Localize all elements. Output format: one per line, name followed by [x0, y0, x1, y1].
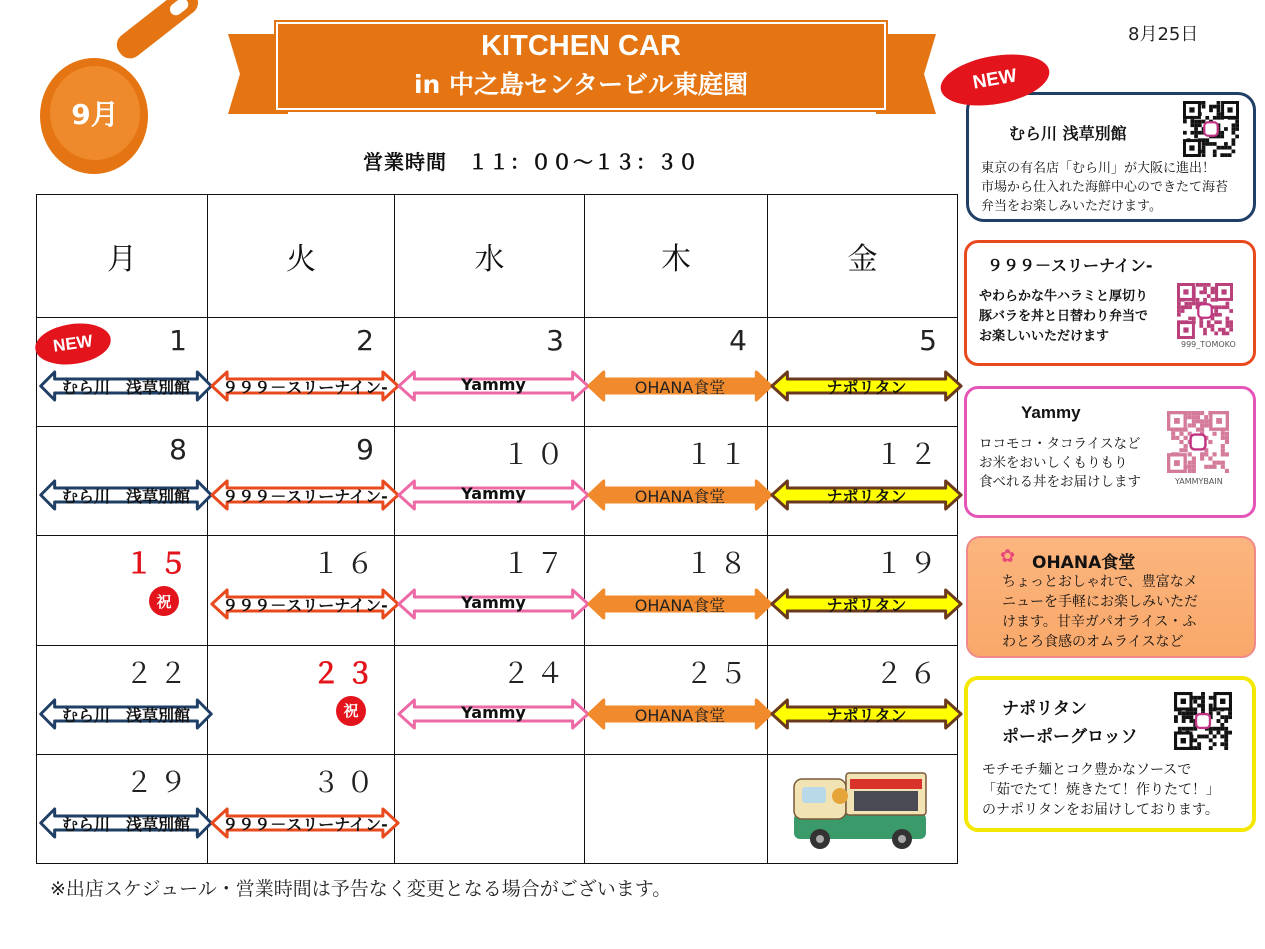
title-banner [276, 22, 886, 110]
vendor-card-yammy [964, 386, 1256, 518]
day-number: １５ [124, 547, 193, 581]
day-cell [395, 318, 585, 427]
card-title: むら川 浅草別館 [1009, 124, 1127, 143]
new-badge: NEW [937, 47, 1054, 113]
vendor-name: むら川 浅草別館 [61, 487, 190, 507]
flower-icon: ✿ [1000, 546, 1016, 567]
card-description: モチモチ麺とコク豊かなソースで 「茹でたて！焼きたて！作りたて！」 のナポリタンをお届けしております。 [982, 762, 1220, 818]
card-title: Yammy [1021, 403, 1081, 422]
vendor-arrow-murakawa [39, 698, 213, 730]
vendor-arrow-999 [210, 370, 400, 402]
day-number: 8 [169, 433, 193, 467]
day-number: ３０ [311, 765, 380, 799]
vendor-name: ナポリタン [826, 705, 907, 725]
week-row [37, 536, 958, 645]
title-line-2: in 中之島センタービル東庭園 [413, 70, 749, 99]
day-number: 1 [169, 324, 193, 357]
vendor-arrow-999 [210, 479, 400, 511]
vendor-arrow-murakawa [39, 479, 213, 511]
card-title: ９９９－スリーナイン- [987, 256, 1153, 275]
card-description: 東京の有名店「むら川」が大阪に進出！ 市場から仕入れた海鮮中心のできたて海苔 弁当をお楽しみいただけます。 [981, 161, 1229, 214]
vendor-arrow-999 [210, 588, 400, 620]
day-cell [37, 645, 208, 754]
month-label: 9月 [50, 66, 140, 160]
vendor-arrow-ohana [587, 698, 773, 730]
vendor-arrow-murakawa [39, 370, 213, 402]
day-cell [37, 754, 208, 863]
day-number: ２９ [124, 765, 193, 799]
vendor-card-napoli [964, 676, 1256, 832]
instagram-qr-icon [1183, 101, 1239, 157]
day-cell [768, 645, 958, 754]
vendor-name: Yammy [461, 375, 526, 394]
day-cell [37, 536, 208, 645]
day-number: ２２ [124, 656, 193, 690]
day-number: ２３ [311, 656, 380, 690]
day-cell [208, 318, 395, 427]
card-title: OHANA食堂 [1032, 553, 1136, 573]
day-cell [585, 645, 768, 754]
day-number: ２６ [874, 656, 943, 690]
footer-note: ※出店スケジュール・営業時間は予告なく変更となる場合がございます。 [50, 878, 672, 900]
issue-date: 8月25日 [1128, 24, 1199, 45]
qr-caption: YAMMYBAIN [1175, 477, 1223, 486]
day-number: １０ [501, 438, 570, 472]
vendor-arrow-yammy [397, 479, 590, 511]
day-number: ２４ [501, 656, 570, 690]
day-number: 9 [356, 433, 380, 467]
vendor-name: OHANA食堂 [634, 596, 726, 616]
day-cell [208, 427, 395, 536]
day-number: １２ [874, 438, 943, 472]
instagram-qr-icon [1177, 283, 1233, 339]
day-cell [208, 536, 395, 645]
vendor-card-murakawa [966, 92, 1256, 222]
week-row [37, 318, 958, 427]
qr-caption: 999_TOMOKO [1181, 340, 1236, 349]
vendor-arrow-napoli [770, 698, 963, 730]
card-description: ちょっとおしゃれで、豊富なメ ニューを手軽にお楽しみいただ けます。甘辛ガパオライス・ふ わとろ食感のオムライスなど [1002, 574, 1198, 650]
vendor-arrow-napoli [770, 370, 963, 402]
day-number: 3 [546, 324, 570, 357]
day-cell [585, 427, 768, 536]
vendor-name: OHANA食堂 [634, 705, 726, 725]
card-title: ナポリタン [1002, 699, 1087, 719]
day-number: １７ [501, 547, 570, 581]
vendor-card-ohana [966, 536, 1256, 658]
day-cell [395, 645, 585, 754]
day-cell [768, 318, 958, 427]
vendor-name: Yammy [461, 484, 526, 504]
vendor-name: ９９９－スリーナイン- [222, 378, 388, 397]
weekday-mon: 月 [37, 195, 208, 318]
day-cell [585, 754, 768, 863]
day-cell [208, 645, 395, 754]
week-row [37, 427, 958, 536]
vendor-arrow-napoli [770, 479, 963, 511]
vendor-name: OHANA食堂 [634, 487, 726, 507]
vendor-name: Yammy [461, 702, 526, 722]
day-number: 5 [919, 324, 943, 357]
day-number: １６ [311, 547, 380, 581]
weekday-wed: 水 [395, 195, 585, 318]
day-cell [37, 427, 208, 536]
vendor-name: むら川 浅草別館 [61, 705, 190, 725]
day-number: １１ [684, 438, 753, 472]
day-cell [585, 318, 768, 427]
weekday-thu: 木 [585, 195, 768, 318]
vendor-arrow-murakawa [39, 807, 213, 839]
vendor-name: むら川 浅草別館 [61, 814, 190, 834]
holiday-badge: 祝 [336, 696, 366, 726]
weekday-fri: 金 [768, 195, 958, 318]
day-cell [768, 754, 958, 863]
new-badge: NEW [33, 319, 114, 369]
day-cell [395, 754, 585, 863]
vendor-arrow-yammy [397, 588, 590, 620]
vendor-arrow-ohana [587, 588, 773, 620]
vendor-arrow-ohana [587, 479, 773, 511]
vendor-name: ９９９－スリーナイン- [222, 814, 388, 834]
day-cell [395, 536, 585, 645]
holiday-badge: 祝 [149, 586, 179, 616]
vendor-name: Yammy [461, 593, 526, 613]
vendor-arrow-999 [210, 807, 400, 839]
vendor-arrow-napoli [770, 588, 963, 620]
day-cell [768, 427, 958, 536]
day-cell [768, 536, 958, 645]
instagram-qr-icon [1174, 692, 1232, 750]
card-description: やわらかな牛ハラミと厚切り 豚バラを丼と日替わり弁当で お楽しいいただけます [979, 289, 1149, 344]
vendor-name: OHANA食堂 [634, 378, 726, 397]
vendor-name: ９９９－スリーナイン- [222, 596, 388, 616]
week-row [37, 645, 958, 754]
vendor-arrow-ohana [587, 370, 773, 402]
vendor-name: むら川 浅草別館 [61, 378, 190, 397]
card-subtitle: ポーポーグロッソ [1002, 727, 1138, 747]
day-number: １９ [874, 547, 943, 581]
day-cell [37, 318, 208, 427]
vendor-card-999 [964, 240, 1256, 366]
day-cell [208, 754, 395, 863]
week-row [37, 754, 958, 863]
card-description: ロコモコ・タコライスなど お米をおいしくもりもり 食べれる丼をお届けします [979, 436, 1141, 490]
weekday-header-row [37, 195, 958, 318]
vendor-name: ９９９－スリーナイン- [222, 487, 388, 507]
business-hours: 営業時間 １１：００～１３：３０ [363, 150, 699, 174]
schedule-calendar [36, 194, 958, 864]
vendor-name: ナポリタン [826, 378, 907, 397]
title-line-1: KITCHEN CAR [481, 30, 681, 62]
vendor-name: ナポリタン [826, 487, 907, 507]
day-cell [395, 427, 585, 536]
instagram-qr-icon [1167, 411, 1229, 473]
day-number: 2 [356, 324, 380, 357]
day-number: ２５ [684, 656, 753, 690]
vendor-arrow-yammy [397, 370, 590, 402]
kitchen-car-van-icon [790, 769, 932, 851]
day-number: 4 [729, 324, 753, 357]
weekday-tue: 火 [208, 195, 395, 318]
day-cell [585, 536, 768, 645]
day-number: １８ [684, 547, 753, 581]
frying-pan-handle-icon [112, 0, 203, 63]
vendor-arrow-yammy [397, 698, 590, 730]
vendor-name: ナポリタン [826, 596, 907, 616]
